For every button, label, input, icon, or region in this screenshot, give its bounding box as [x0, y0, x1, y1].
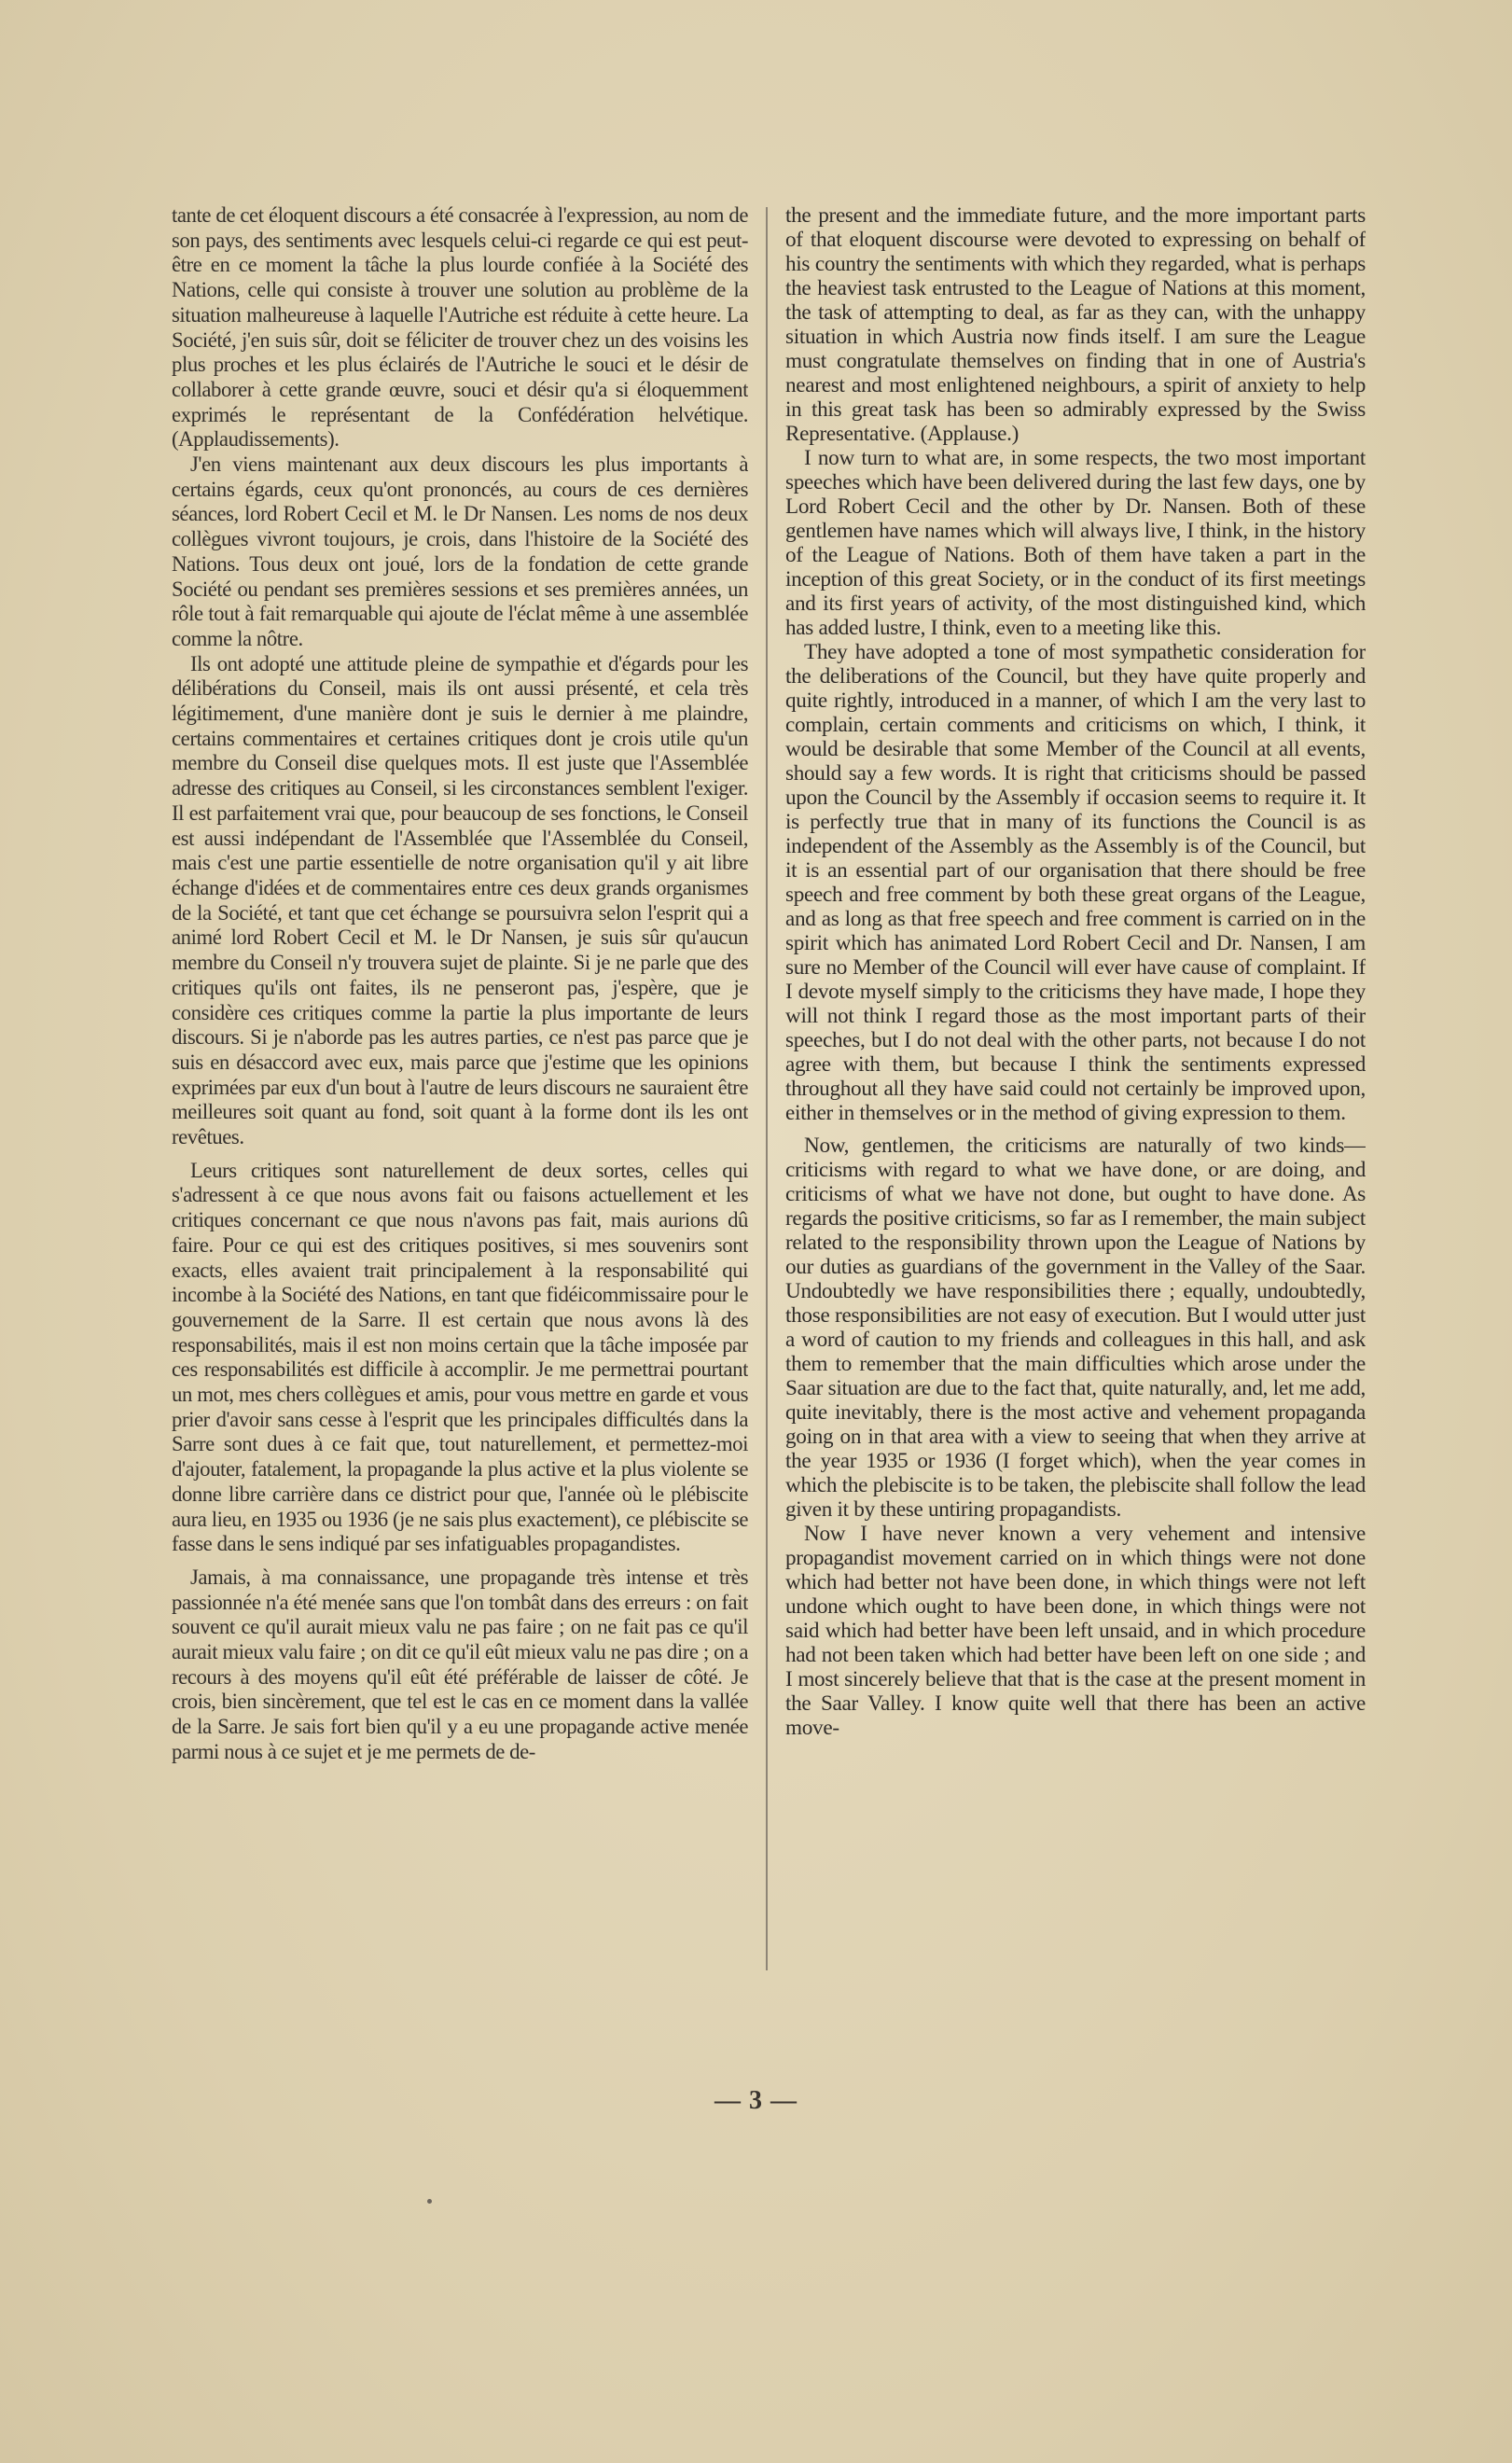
right-paragraph-3: They have adopted a tone of most sympathetic consideration for the deliberations of the Council, but they have quite properly and quite rightly, introduced in a manner, of which I am the very last to complain, certain comments and criticisms on which, I think, it would be desirable that some Member of the Council at all events, should say a few words. It is right that criticisms should be passed upon the Council by the Assembly if occasion seems to require it. It is perfectly true that in many of its functions the Council is as independent of the Assembly as the Assembly is of the Council, but it is an essential part of our organisation that there should be free speech and free comment by both these great organs of the League, and as long as that free speech and free comment is carried on in the spirit which has animated Lord Robert Cecil and Dr. Nansen, I am sure no Member of the Council will ever have cause of complaint. If I devote myself simply to the criticisms they have made, I hope they will not think I regard those as the most important parts of their speeches, but I do not deal with the other parts, not because I do not agree with them, but because I think the sentiments expressed throughout all they have said could not certainly be improved upon, either in themselves or in the method of giving expression to them.	[785, 640, 1366, 1125]
left-paragraph-5: Jamais, à ma connaissance, une propagande très intense et très passionnée n'a été menée sans que l'on tombât dans des erreurs : on fait souvent ce qu'il aurait mieux valu ne pas faire ; on ne fait pas ce qu'il aurait mieux valu faire ; on dit ce qu'il eût mieux valu ne pas dire ; on a recours à des moyens qu'il eût été préférable de laisser de côté. Je crois, bien sincèrement, que tel est le cas en ce moment dans la vallée de la Sarre. Je sais fort bien qu'il y a eu une propagande active menée parmi nous à ce sujet et je me permets de de-	[172, 1565, 748, 1763]
right-paragraph-1: the present and the immediate future, and the more important parts of that eloquent discourse were devoted to expressing on behalf of his country the sentiments with which they regarded, what is perhaps the heaviest task entrusted to the League of Nations at this moment, the task of attempting to deal, as far as they can, with the unhappy situation in which Austria now finds itself. I am sure the League must congratulate themselves on finding that in one of Austria's nearest and most enlightened neighbours, a spirit of anxiety to help in this great task has been so admirably expressed by the Swiss Representative. (Applause.)	[785, 203, 1366, 446]
column-divider	[766, 207, 768, 1970]
paper-speck	[427, 2199, 432, 2204]
page-number: — 3 —	[714, 2086, 798, 2115]
right-paragraph-2: I now turn to what are, in some respects, the two most important speeches which have been delivered during the last few days, one by Lord Robert Cecil and the other by Dr. Nansen. Both of these gentlemen have names which will always live, I think, in the history of the League of Nations. Both of them have taken a part in the inception of this great Society, or in the conduct of its first meetings and its first years of activity, of the most distinguished kind, which has added lustre, I think, even to a meeting like this.	[785, 446, 1366, 640]
right-paragraph-5: Now I have never known a very vehement and intensive propagandist movement carried on in which things were not done which had better not have been done, in which things were not left undone which ought to have been done, in which things were not said which had better have been left unsaid, and in which procedure had not been taken which had better have been left on one side ; and I most sincerely believe that that is the case at the present moment in the Saar Valley. I know quite well that there has been an active move-	[785, 1522, 1366, 1740]
left-paragraph-2: J'en viens maintenant aux deux discours les plus importants à certains égards, ceux qu'ont prononcés, au cours de ces dernières séances, lord Robert Cecil et M. le Dr Nansen. Les noms de nos deux collègues vivront toujours, je crois, dans l'histoire de la Société des Nations. Tous deux ont joué, lors de la fondation de cette grande Société ou pendant ses premières sessions et ses premières années, un rôle tout à fait remarquable qui ajoute de l'éclat même à une assemblée comme la nôtre.	[172, 452, 748, 650]
english-text-column	[785, 203, 1366, 1995]
left-paragraph-4: Leurs critiques sont naturellement de deux sortes, celles qui s'adressent à ce que nous avons fait ou faisons actuellement et les critiques concernant ce que nous n'avons pas fait, mais aurions dû faire. Pour ce qui est des critiques positives, si mes souvenirs sont exacts, elles avaient trait principalement à la responsabilité qui incombe à la Société des Nations, en tant que fidéicommissaire pour le gouvernement de la Sarre. Il est certain que nous avons là des responsabilités, mais il est non moins certain que la tâche imposée par ces responsabilités est difficile à accomplir. Je me permettrai pourtant un mot, mes chers collègues et amis, pour vous mettre en garde et vous prier d'avoir sans cesse à l'esprit que les principales difficultés dans la Sarre sont dues à ce fait que, tout naturellement, et permettez-moi d'ajouter, fatalement, la propagande la plus active et la plus violente se donne libre carrière dans ce district pour que, l'année où le plébiscite aura lieu, en 1935 ou 1936 (je ne sais plus exactement), ce plébiscite se fasse dans le sens indiqué par ses infatiguables propagandistes.	[172, 1158, 748, 1556]
left-paragraph-3: Ils ont adopté une attitude pleine de sympathie et d'égards pour les délibérations du Conseil, mais ils ont aussi présenté, et cela très légitimement, d'une manière dont je suis le dernier à me plaindre, certains commentaires et certaines critiques dont je crois utile qu'un membre du Conseil dise quelques mots. Il est juste que l'Assemblée adresse des critiques au Conseil, si les circonstances semblent l'exiger. Il est parfaitement vrai que, pour beaucoup de ses fonctions, le Conseil est aussi indépendant de l'Assemblée que l'Assemblée du Conseil, mais c'est une partie essentielle de notre organisation qu'il y ait libre échange d'idées et de commentaires entre ces deux grands organismes de la Société, et tant que cet échange se poursuivra selon l'esprit qui a animé lord Robert Cecil et M. le Dr Nansen, je suis sûr qu'aucun membre du Conseil n'y trouvera sujet de plainte. Si je ne parle que des critiques qu'ils ont faites, ils ne penseront pas, j'espère, que je considère ces critiques comme la partie la plus importante de leurs discours. Si je n'aborde pas les autres parties, ce n'est pas parce que je suis en désaccord avec eux, mais parce que j'estime que les opinions exprimées par eux d'un bout à l'autre de leurs discours ne sauraient être meilleures soit quant au fond, soit quant à la forme dont ils les ont revêtues.	[172, 651, 748, 1149]
french-text-column	[172, 203, 748, 1995]
right-paragraph-4: Now, gentlemen, the criticisms are naturally of two kinds—criticisms with regard to what we have done, or are doing, and criticisms of what we have not done, but ought to have done. As regards the positive criticisms, so far as I remember, the main subject related to the responsibility thrown upon the League of Nations by our duties as guardians of the government in the Valley of the Saar. Undoubtedly we have responsibilities there ; equally, undoubtedly, those responsibilities are not easy of execution. But I would utter just a word of caution to my friends and colleagues in this hall, and ask them to remember that the main difficulties which arose under the Saar situation are due to the fact that, quite naturally, and, let me add, quite inevitably, there is the most active and vehement propaganda going on in that area with a view to seeing that when they arrive at the year 1935 or 1936 (I forget which), when the year comes in which the plebiscite is to be taken, the plebiscite shall follow the lead given it by these untiring propagandists.	[785, 1134, 1366, 1522]
left-paragraph-1: tante de cet éloquent discours a été consacrée à l'expression, au nom de son pays, des sentiments avec lesquels celui-ci regarde ce qui est peut-être en ce moment la tâche la plus lourde confiée à la Société des Nations, celle qui consiste à trouver une solution au problème de la situation malheureuse à laquelle l'Autriche est réduite à cette heure. La Société, j'en suis sûr, doit se féliciter de trouver chez un des voisins les plus proches et les plus éclairés de l'Autriche le souci et le désir de collaborer à cette grande œuvre, souci et désir qu'a si éloquemment exprimés le représentant de la Confédération helvétique. (Applaudissements).	[172, 203, 748, 452]
